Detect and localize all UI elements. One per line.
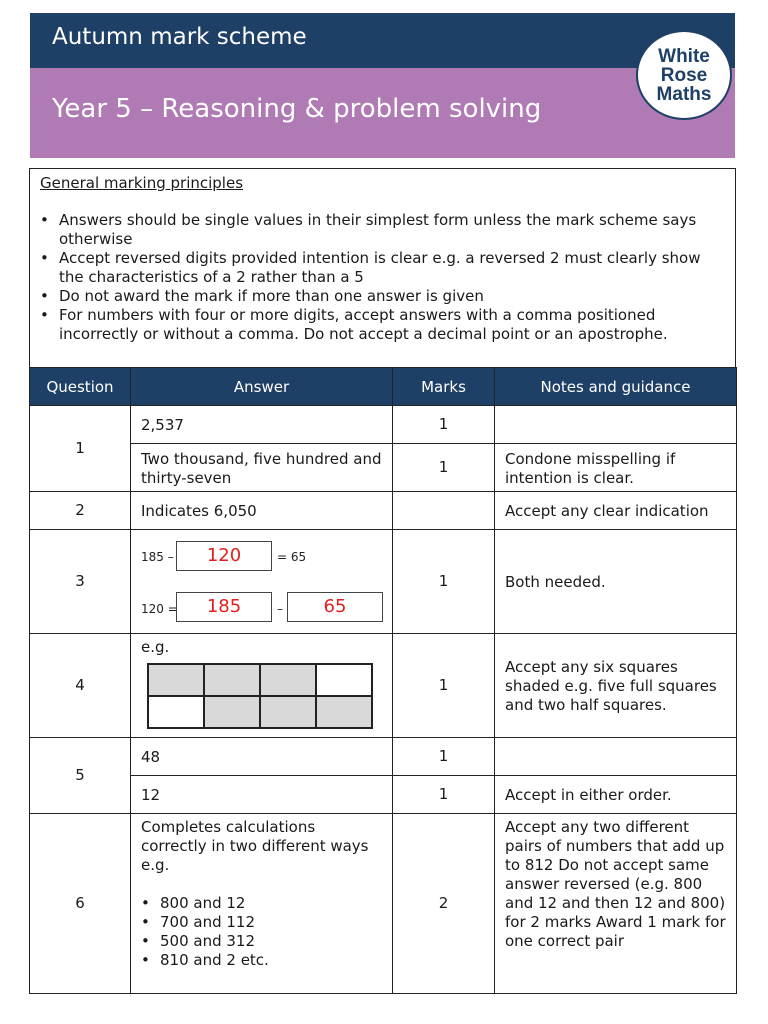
table-row	[30, 634, 737, 738]
principle-item: • For numbers with four or more digits, accept answers with a comma positioned incorrectly or without a comma. Do not accept a decimal point or an apostrophe.	[40, 306, 735, 344]
marks-cell: 1	[393, 530, 495, 634]
marks-cell: 1	[393, 406, 495, 444]
table-row	[30, 530, 737, 634]
equation-text: 120 =	[141, 601, 178, 616]
col-header-question: Question	[30, 368, 131, 406]
table-row	[30, 406, 737, 444]
list-item: • 500 and 312	[141, 932, 384, 951]
notes-cell: Both needed.	[495, 530, 737, 634]
marks-cell: 1	[393, 738, 495, 776]
col-header-answer: Answer	[131, 368, 393, 406]
logo-word-3: Maths	[656, 83, 712, 105]
principle-item: • Answers should be single values in their simplest form unless the mark scheme says otherwise	[40, 211, 735, 249]
header-subtitle-bar	[30, 64, 735, 158]
unshaded-square	[148, 696, 204, 728]
answer-box: 65	[287, 592, 383, 622]
answer-cell: 48	[131, 738, 393, 776]
answer-label: e.g.	[141, 638, 170, 656]
logo-word-2: Rose	[660, 64, 708, 86]
shaded-square	[204, 664, 260, 696]
table-row	[30, 492, 737, 530]
shaded-square	[316, 696, 372, 728]
question-number: 3	[30, 530, 131, 634]
answer-intro: Completes calculations correctly in two different ways e.g.	[141, 818, 369, 874]
equation-text: 185 –	[141, 549, 174, 564]
principle-item: • Accept reversed digits provided intention is clear e.g. a reversed 2 must clearly show the characteristics of a 2 rather than a 5	[40, 249, 735, 287]
equation-text: = 65	[277, 549, 307, 564]
principles-list	[40, 211, 735, 344]
equation-text: –	[277, 601, 283, 616]
col-header-marks: Marks	[393, 368, 495, 406]
table-row	[30, 444, 737, 492]
notes-cell	[495, 738, 737, 776]
notes-cell: Accept in either order.	[495, 776, 737, 814]
answer-box: 120	[176, 541, 272, 571]
question-number: 4	[30, 634, 131, 738]
unshaded-square	[316, 664, 372, 696]
notes-cell: Accept any six squares shaded e.g. five full squares and two half squares.	[495, 634, 737, 738]
question-number: 5	[30, 738, 131, 814]
table-header-row	[30, 368, 737, 406]
notes-cell: Condone misspelling if intention is clear.	[495, 444, 737, 492]
question-number: 6	[30, 814, 131, 994]
answer-cell: 12	[131, 776, 393, 814]
notes-cell: Accept any clear indication	[495, 492, 737, 530]
marking-principles	[29, 168, 736, 368]
list-item: • 800 and 12	[141, 894, 384, 913]
question-number: 1	[30, 406, 131, 492]
table-row	[30, 776, 737, 814]
answer-cell: 2,537	[131, 406, 393, 444]
col-header-notes: Notes and guidance	[495, 368, 737, 406]
principles-heading: General marking principles	[40, 174, 244, 192]
logo-word-1: White	[658, 45, 710, 67]
answer-box: 185	[176, 592, 272, 622]
answer-cell: Two thousand, five hundred and thirty-seven	[131, 444, 393, 492]
shaded-square	[204, 696, 260, 728]
page-subtitle: Year 5 – Reasoning & problem solving	[52, 94, 542, 124]
list-item: • 810 and 2 etc.	[141, 951, 384, 970]
answer-cell	[131, 530, 393, 634]
list-item: • 700 and 112	[141, 913, 384, 932]
answer-list	[141, 894, 384, 970]
answer-cell	[131, 634, 393, 738]
header-title-bar	[30, 13, 735, 68]
table-row	[30, 738, 737, 776]
principle-item: • Do not award the mark if more than one answer is given	[40, 287, 735, 306]
marks-cell	[393, 492, 495, 530]
marks-cell: 1	[393, 776, 495, 814]
marks-cell: 1	[393, 634, 495, 738]
equation-answer	[131, 531, 392, 633]
notes-cell	[495, 406, 737, 444]
shaded-square	[260, 696, 316, 728]
page-title: Autumn mark scheme	[52, 24, 307, 50]
white-rose-maths-logo	[636, 30, 732, 120]
shaded-square	[260, 664, 316, 696]
marks-cell: 2	[393, 814, 495, 994]
notes-cell: Accept any two different pairs of numbers that add up to 812 Do not accept same answer reversed (e.g. 800 and 12 and then 12 and 800) for 2 marks Award 1 mark for one correct pair	[495, 814, 737, 994]
table-row	[30, 814, 737, 994]
shaded-grid	[147, 663, 373, 729]
answer-cell: Indicates 6,050	[131, 492, 393, 530]
marks-cell: 1	[393, 444, 495, 492]
answer-cell	[131, 814, 393, 994]
mark-scheme-table	[29, 367, 737, 994]
shaded-square	[148, 664, 204, 696]
question-number: 2	[30, 492, 131, 530]
